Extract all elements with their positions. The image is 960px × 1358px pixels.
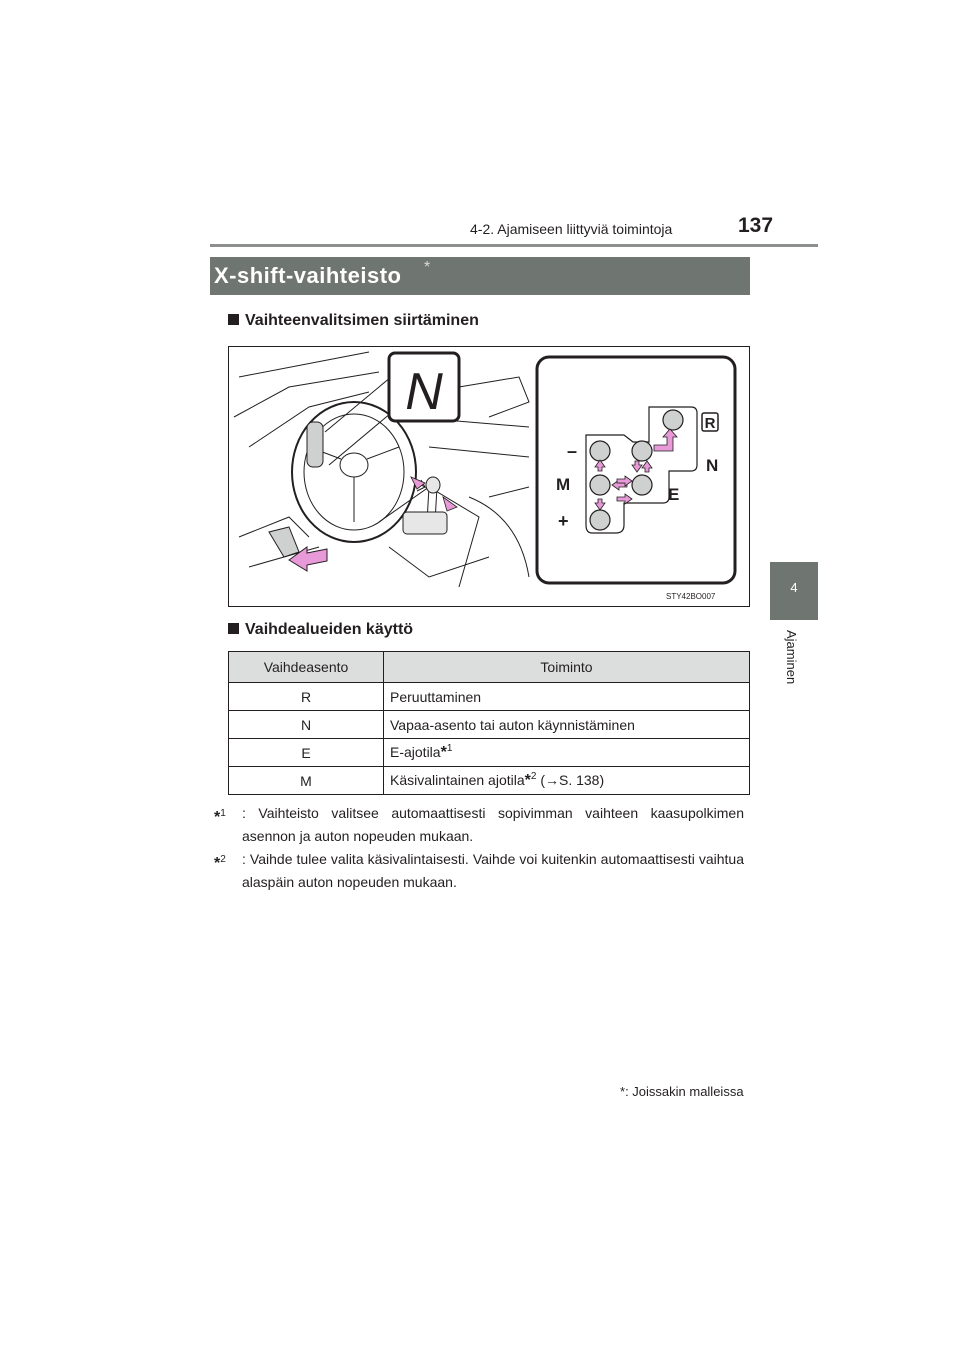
gate-position-e xyxy=(632,475,652,495)
callout-lines xyxy=(325,377,391,465)
table-cell-position: R xyxy=(229,683,384,711)
dashboard-line xyxy=(239,352,369,377)
seat-outline xyxy=(469,487,529,577)
footnote-marker xyxy=(214,848,226,875)
footnote-star-icon: * xyxy=(440,744,447,761)
pedal xyxy=(269,527,299,557)
section-title-bar xyxy=(210,257,750,295)
subheading-shifting-text: Vaihteenvalitsimen siirtäminen xyxy=(245,312,479,329)
square-bullet-icon xyxy=(228,623,239,634)
table-row xyxy=(229,767,750,795)
footnote-number: 2 xyxy=(220,854,226,865)
function-text: Käsivalintainen ajotila xyxy=(390,772,525,788)
table-cell-position: E xyxy=(229,739,384,767)
page-reference: (→S. 138) xyxy=(540,772,605,788)
chapter-tab: 4 xyxy=(770,562,818,620)
illustration-code: STY42BO007 xyxy=(666,592,716,601)
gate-position-r xyxy=(663,410,683,430)
footnote-text: : Vaihde tulee valita käsivalintaisesti. Vaihde voi kuitenkin automaattisesti vaihtua alaspäin auton nopeuden mukaan. xyxy=(242,851,744,890)
footnote-star: * xyxy=(214,855,221,872)
gear-ranges-table xyxy=(228,651,750,795)
header-section-title: 4-2. Ajamiseen liittyviä toimintoja xyxy=(470,221,673,237)
footnote-2 xyxy=(214,848,744,894)
shift-boot xyxy=(403,512,447,534)
chapter-tab-label: Ajaminen xyxy=(784,630,799,685)
center-console xyxy=(379,487,489,587)
footnote-ref: 2 xyxy=(530,771,537,782)
footnote-marker xyxy=(214,802,226,829)
table-row xyxy=(229,683,750,711)
footnote-number: 1 xyxy=(220,808,226,819)
subheading-ranges-text: Vaihdealueiden käyttö xyxy=(245,621,414,638)
subheading-ranges xyxy=(228,621,413,639)
gate-label-minus: – xyxy=(567,441,578,461)
shift-illustration-drawing xyxy=(229,347,749,606)
model-availability-note xyxy=(620,1084,744,1099)
gate-label-r: R xyxy=(704,415,716,432)
page-number: 137 xyxy=(738,214,774,237)
gate-label-n: N xyxy=(706,456,719,475)
gate-position-plus xyxy=(590,510,610,530)
meter-display xyxy=(307,422,323,467)
gate-position-m xyxy=(590,475,610,495)
note-asterisk: * xyxy=(620,1084,626,1099)
function-text: E-ajotila xyxy=(390,744,441,760)
footnote-star-icon: * xyxy=(524,772,531,789)
header-divider xyxy=(210,244,818,247)
note-text: : Joissakin malleissa xyxy=(625,1084,744,1099)
gate-label-m: M xyxy=(556,475,571,494)
subheading-shifting xyxy=(228,312,479,330)
gate-position-n-left xyxy=(632,441,652,461)
gate-label-plus: + xyxy=(558,511,569,531)
table-cell-function: Vapaa-asento tai auton käynnistäminen xyxy=(384,711,750,739)
gate-label-e: E xyxy=(668,485,680,504)
shift-knob xyxy=(426,477,440,493)
gear-display-letter: N xyxy=(405,363,443,421)
table-cell-position: M xyxy=(229,767,384,795)
shift-illustration xyxy=(228,346,750,607)
gate-position-minus xyxy=(590,441,610,461)
footnote-1 xyxy=(214,802,744,848)
table-cell-function xyxy=(384,739,750,767)
section-title-asterisk: * xyxy=(424,259,431,276)
footnote-text: : Vaihteisto valitsee automaattisesti sopivimman vaihteen kaasupolkimen asennon ja auton nopeuden mukaan. xyxy=(242,805,744,844)
table-row xyxy=(229,711,750,739)
steering-hub xyxy=(340,453,368,477)
footnote-star: * xyxy=(214,809,221,826)
table-header-position: Vaihdeasento xyxy=(229,652,384,683)
table-header-function: Toiminto xyxy=(384,652,750,683)
footnote-ref: 1 xyxy=(446,743,453,754)
table-row xyxy=(229,739,750,767)
table-cell-position: N xyxy=(229,711,384,739)
table-cell-function: Peruuttaminen xyxy=(384,683,750,711)
square-bullet-icon xyxy=(228,314,239,325)
table-cell-function xyxy=(384,767,750,795)
lever-arrow-up-icon xyxy=(411,477,425,489)
dashboard-line xyxy=(429,447,529,457)
table-header-row xyxy=(229,652,750,683)
dashboard-line xyxy=(459,377,529,417)
section-title: X-shift-vaihteisto xyxy=(214,263,402,288)
